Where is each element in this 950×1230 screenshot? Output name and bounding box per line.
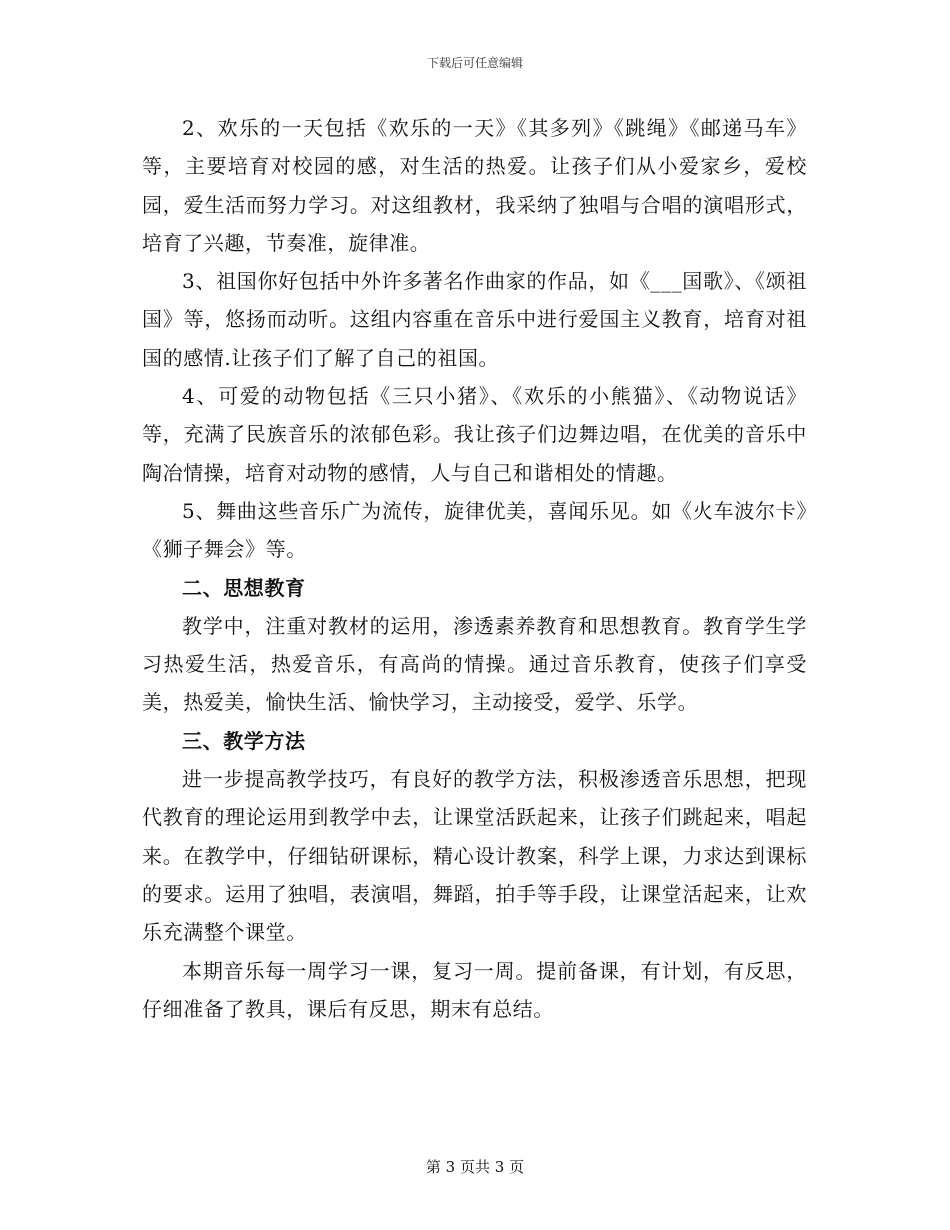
- paragraph-animals: 4、可爱的动物包括《三只小猪》、《欢乐的小熊猫》、《动物说话》等，充满了民族音乐的浓郁色彩。我让孩子们边舞边唱，在优美的音乐中陶冶情操，培育对动物的感情，人与自己和谐相处的情趣。: [142, 384, 807, 485]
- paragraph-schedule: 本期音乐每一周学习一课，复习一周。提前备课，有计划，有反思，仔细准备了教具，课后有反思，期末有总结。: [142, 958, 807, 1021]
- page-header: 下载后可任意编辑: [426, 56, 523, 70]
- paragraph-teaching-method: 进一步提高教学技巧，有良好的教学方法，积极渗透音乐思想，把现代教育的理论运用到教学中去，让课堂活跃起来，让孩子们跳起来，唱起来。在教学中，仔细钻研课标，精心设计教案，科学上课，力求达到课标的要求。运用了独唱，表演唱，舞蹈，拍手等手段，让课堂活起来，让欢乐充满整个课堂。: [142, 767, 807, 945]
- paragraph-happy-day: 2、欢乐的一天包括《欢乐的一天》《其多列》《跳绳》《邮递马车》等，主要培育对校园的感，对生活的热爱。让孩子们从小爱家乡，爱校园，爱生活而努力学习。对这组教材，我采纳了独唱与合唱的演唱形式，培育了兴趣，节奏准，旋律准。: [142, 116, 807, 255]
- paragraph-motherland: 3、祖国你好包括中外许多著名作曲家的作品，如《___国歌》、《颂祖国》等，悠扬而动听。这组内容重在音乐中进行爱国主义教育，培育对祖国的感情.让孩子们了解了自己的祖国。: [142, 269, 807, 370]
- paragraph-moral-education: 教学中，注重对教材的运用，渗透素养教育和思想教育。教育学生学习热爱生活，热爱音乐，有高尚的情操。通过音乐教育，使孩子们享受美，热爱美，愉快生活、愉快学习，主动接受，爱学、乐学。: [142, 613, 807, 715]
- section-heading-moral-education: 二、思想教育: [182, 575, 306, 600]
- page-number-footer: 第 3 页共 3 页: [425, 1158, 525, 1176]
- paragraph-dance: 5、舞曲这些音乐广为流传，旋律优美，喜闻乐见。如《火车波尔卡》《狮子舞会》等。: [142, 498, 807, 562]
- document-body: [142, 109, 807, 1028]
- section-heading-teaching-method: 三、教学方法: [182, 728, 306, 753]
